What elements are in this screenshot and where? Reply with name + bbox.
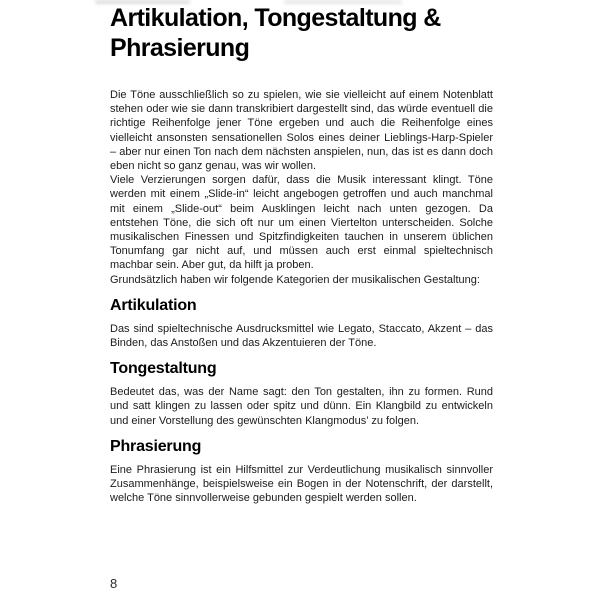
section-heading-tongestaltung: Tongestaltung: [110, 360, 217, 378]
page-number: 8: [110, 576, 118, 591]
page-title-line-1: Artikulation, Tongestaltung &: [110, 4, 441, 32]
section-heading-artikulation: Artikulation: [110, 296, 197, 314]
page-title-line-2: Phrasierung: [110, 34, 250, 62]
section-artikulation: [110, 296, 493, 350]
intro-paragraph-2: Viele Verzierungen sorgen dafür, dass die Musik interessant klingt. Töne werden mit einem „Slide-in“ leicht angebogen getroffen und auch manchmal mit einem „Slide-out“ beim Ausklingen leicht nach unten gezogen. Da entstehen Töne, die sich oft nur um einen Viertelton unterscheiden. Solche musikalischen Finessen und Spitzfindigkeiten tauchen in unserem üblichen Tonumfang gar nicht auf, und müssen auch erst einmal spieltechnisch machbar sein. Aber gut, da hilft ja proben.: [110, 174, 493, 272]
intro-paragraph-3: Grundsätzlich haben wir folgende Kategorien der musikalischen Gestaltung:: [110, 273, 480, 286]
page-title: [110, 0, 493, 63]
intro-block: [110, 88, 493, 287]
page-content: [110, 0, 493, 505]
section-phrasierung: [110, 437, 493, 506]
section-body-phrasierung: Eine Phrasierung ist ein Hilfsmittel zur Verdeutlichung musikalisch sinnvoller Zusammenhänge, beispielsweise ein Bogen in der Notenschrift, der darstellt, welche Töne sinnvollerweise gebunden gespielt werden sollen.: [110, 463, 493, 505]
intro-paragraph-1: Die Töne ausschließlich so zu spielen, wie sie vielleicht auf einem Notenblatt stehen oder wie sie dann transkribiert dargestellt sind, das würde eventuell die richtige Reihenfolge jener Töne ergeben und auch die Reihenfolge eines vielleicht ansonsten sensationellen Solos eines deiner Lieblings-Harp-Spieler – aber nur einen Ton nach dem nächsten anspielen, nun, das ist es dann doch eben nicht so ganz genau, was wir wollen.: [110, 89, 493, 173]
section-heading-phrasierung: Phrasierung: [110, 437, 202, 455]
section-body-artikulation: Das sind spieltechnische Ausdrucksmittel wie Legato, Staccato, Akzent – das Binden, das Anstoßen und das Akzentuieren der Töne.: [110, 322, 493, 350]
section-body-tongestaltung: Bedeutet das, was der Name sagt: den Ton gestalten, ihn zu formen. Rund und satt klingen zu lassen oder spitz und dünn. Ein Klangbild zu entwickeln und einer Vorstellung des gewünschten Klangmodus’ zu folgen.: [110, 386, 493, 427]
section-tongestaltung: [110, 359, 493, 428]
